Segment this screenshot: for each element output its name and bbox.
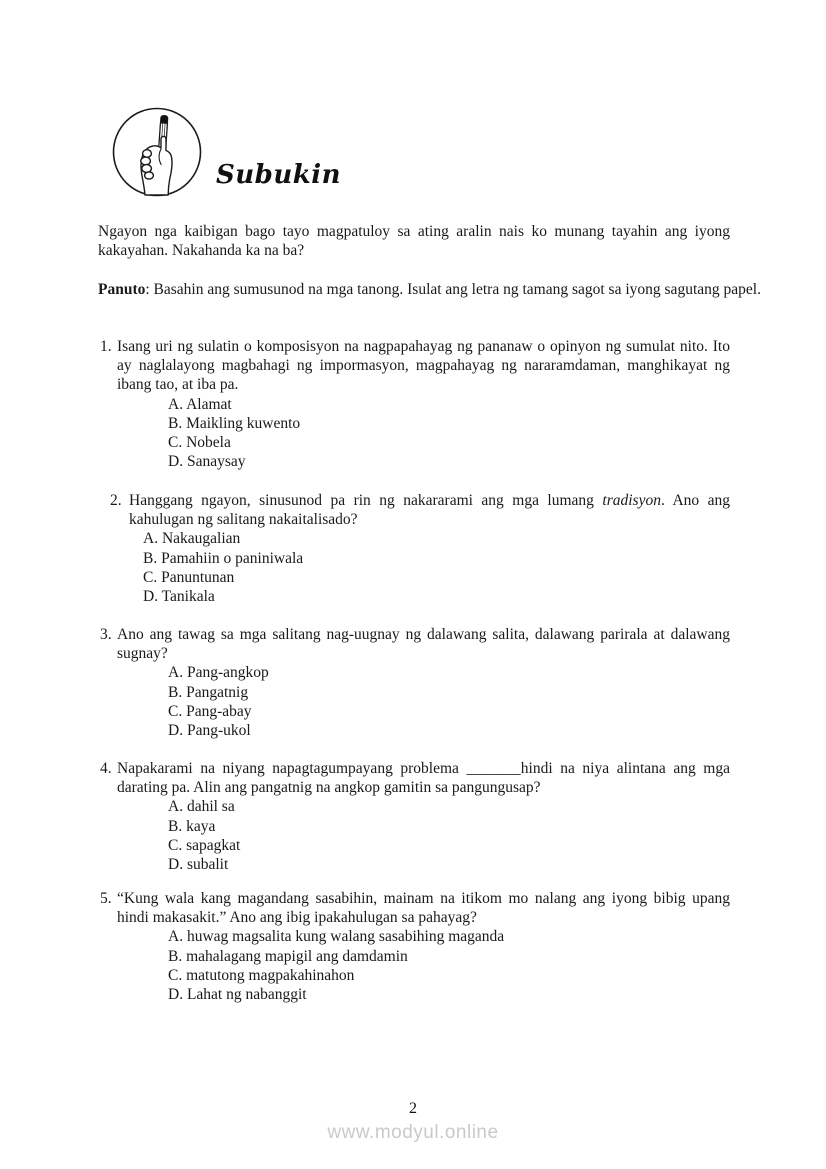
question-1-number: 1.	[100, 338, 112, 355]
question-3-option-c: C. Pang-abay	[168, 702, 252, 720]
question-2-option-c: C. Panuntunan	[143, 568, 235, 586]
question-2-number: 2.	[110, 492, 122, 509]
question-2	[98, 491, 730, 606]
question-2-text	[129, 491, 730, 529]
question-2-text-before: Hanggang ngayon, sinusunod pa rin ng nakararami ang mga lumang	[129, 492, 603, 509]
question-2-stem	[110, 491, 730, 529]
question-2-text-after: . Ano ang kahulugan ng salitang nakaitalisado?	[129, 492, 730, 529]
question-5-number: 5.	[100, 890, 112, 907]
intro-paragraph: Ngayon nga kaibigan bago tayo magpatuloy sa ating aralin nais ko munang tayahin ang iyong kakayahan. Nakahanda ka na ba?	[98, 223, 730, 260]
question-3-options	[168, 663, 730, 740]
question-2-italic-word: tradisyon	[602, 492, 661, 509]
question-4	[98, 759, 730, 874]
question-1	[98, 337, 730, 471]
question-5-text: “Kung wala kang magandang sasabihin, mainam na itikom mo nalang ang iyong bibig upang hindi makasakit.” Ano ang ibig ipakahulugan sa pahayag?	[117, 890, 730, 927]
question-5	[98, 889, 730, 1004]
pencil-hand-logo	[112, 106, 202, 198]
question-4-option-a: A. dahil sa	[168, 798, 235, 816]
instructions-paragraph	[98, 280, 792, 299]
question-5-option-d: D. Lahat ng nabanggit	[168, 986, 307, 1004]
page-number: 2	[409, 1100, 417, 1117]
question-4-option-d: D. subalit	[168, 856, 229, 874]
question-3	[98, 625, 730, 740]
panuto-text: : Basahin ang sumusunod na mga tanong. Isulat ang letra ng tamang sagot sa iyong sagutang papel.	[145, 281, 761, 298]
question-5-stem	[100, 889, 730, 927]
question-3-option-a: A. Pang-angkop	[168, 664, 269, 682]
question-4-options	[168, 797, 730, 874]
question-5-option-b: B. mahalagang mapigil ang damdamin	[168, 947, 408, 965]
question-2-option-b: B. Pamahiin o paniniwala	[143, 549, 304, 567]
question-4-option-b: B. kaya	[168, 817, 216, 835]
question-1-options	[168, 395, 730, 472]
question-3-stem	[100, 625, 730, 663]
question-2-options	[143, 529, 730, 606]
question-4-stem	[100, 759, 730, 797]
question-1-option-c: C. Nobela	[168, 434, 231, 452]
question-5-option-a: A. huwag magsalita kung walang sasabihing maganda	[168, 928, 505, 946]
question-3-text: Ano ang tawag sa mga salitang nag-uugnay ng dalawang salita, dalawang parirala at dalawang sugnay?	[117, 626, 730, 663]
question-3-option-b: B. Pangatnig	[168, 683, 249, 701]
question-3-option-d: D. Pang-ukol	[168, 722, 251, 740]
question-1-stem	[100, 337, 730, 395]
question-3-number: 3.	[100, 626, 112, 643]
hand-holding-pencil-icon	[112, 106, 202, 198]
question-2-option-d: D. Tanikala	[143, 588, 215, 606]
question-4-option-c: C. sapagkat	[168, 836, 241, 854]
panuto-label: Panuto	[98, 281, 146, 298]
question-1-option-d: D. Sanaysay	[168, 453, 246, 471]
question-1-text: Isang uri ng sulatin o komposisyon na nagpapahayag ng pananaw o opinyon ng sumulat nito. Ito ay naglalayong magbahagi ng impormasyon, magpahayag ng nararamdaman, manghikayat ng ibang tao, at iba pa.	[117, 338, 730, 394]
page-title: Subukin	[216, 160, 342, 190]
watermark: www.modyul.online	[327, 1122, 499, 1143]
question-1-option-b: B. Maikling kuwento	[168, 414, 301, 432]
question-5-option-c: C. matutong magpakahinahon	[168, 966, 355, 984]
question-4-number: 4.	[100, 760, 112, 777]
question-4-text: Napakarami na niyang napagtagumpayang problema _______hindi na niya alintana ang mga darating pa. Alin ang pangatnig na angkop gamitin sa pangungusap?	[117, 760, 730, 797]
question-1-option-a: A. Alamat	[168, 395, 232, 413]
question-5-options	[168, 927, 730, 1004]
question-2-option-a: A. Nakaugalian	[143, 530, 241, 548]
